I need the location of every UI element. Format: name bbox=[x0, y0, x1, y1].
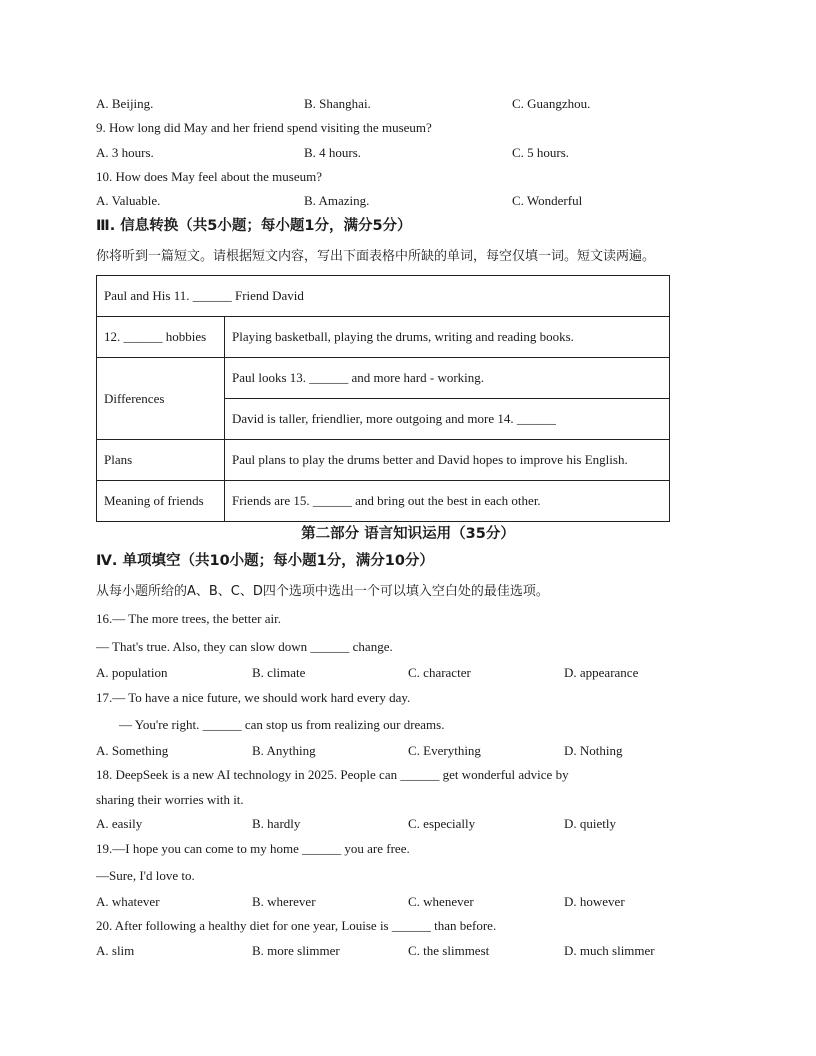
q20-option-d: D. much slimmer bbox=[564, 943, 655, 958]
q8-option-b: B. Shanghai. bbox=[304, 96, 371, 111]
q10-option-a: A. Valuable. bbox=[96, 193, 161, 208]
part2-title: 第二部分 语言知识运用（35分） bbox=[301, 526, 515, 542]
table-row bbox=[97, 276, 670, 317]
q17-line1: 17.— To have a nice future, we should work hard every day. bbox=[96, 690, 411, 705]
q18-option-b: B. hardly bbox=[252, 816, 301, 831]
q18-line1: 18. DeepSeek is a new AI technology in 2025. People can ______ get wonderful advice by bbox=[96, 767, 569, 782]
table-value-cell: Friends are 15. ______ and bring out the best in each other. bbox=[225, 481, 670, 522]
table-label-cell: Meaning of friends bbox=[97, 481, 225, 522]
table-title-cell: Paul and His 11. ______ Friend David bbox=[97, 276, 670, 317]
table-value-cell: David is taller, friendlier, more outgoing and more 14. ______ bbox=[225, 399, 670, 440]
q19-option-b: B. wherever bbox=[252, 894, 316, 909]
q18-option-d: D. quietly bbox=[564, 816, 616, 831]
section4-instruction: 从每小题所给的A、B、C、D四个选项中选出一个可以填入空白处的最佳选项。 bbox=[96, 584, 549, 599]
table-value-cell: Paul plans to play the drums better and David hopes to improve his English. bbox=[225, 440, 670, 481]
q8-option-c: C. Guangzhou. bbox=[512, 96, 591, 111]
info-table bbox=[96, 275, 670, 522]
table-label-cell: Differences bbox=[97, 358, 225, 440]
section3-heading: Ⅲ. 信息转换（共5小题；每小题1分，满分5分） bbox=[96, 218, 412, 234]
q10-option-b: B. Amazing. bbox=[304, 193, 370, 208]
q19-option-c: C. whenever bbox=[408, 894, 474, 909]
q16-option-b: B. climate bbox=[252, 665, 306, 680]
q19-option-a: A. whatever bbox=[96, 894, 160, 909]
table-label-cell: 12. ______ hobbies bbox=[97, 317, 225, 358]
q17-option-c: C. Everything bbox=[408, 743, 481, 758]
q19-line1: 19.—I hope you can come to my home ______ you are free. bbox=[96, 841, 410, 856]
q9-stem: 9. How long did May and her friend spend visiting the museum? bbox=[96, 120, 432, 135]
q16-line1: 16.— The more trees, the better air. bbox=[96, 611, 281, 626]
table-row bbox=[97, 481, 670, 522]
q8-option-a: A. Beijing. bbox=[96, 96, 154, 111]
q9-option-a: A. 3 hours. bbox=[96, 145, 154, 160]
q16-line2: — That's true. Also, they can slow down ______ change. bbox=[96, 639, 393, 654]
q17-option-b: B. Anything bbox=[252, 743, 316, 758]
q18-line2: sharing their worries with it. bbox=[96, 792, 244, 807]
table-row bbox=[97, 440, 670, 481]
q16-option-c: C. character bbox=[408, 665, 471, 680]
table-value-cell: Paul looks 13. ______ and more hard - working. bbox=[225, 358, 670, 399]
q18-option-c: C. especially bbox=[408, 816, 476, 831]
q20-line1: 20. After following a healthy diet for one year, Louise is ______ than before. bbox=[96, 918, 497, 933]
q18-option-a: A. easily bbox=[96, 816, 143, 831]
table-label-cell: Plans bbox=[97, 440, 225, 481]
q9-option-c: C. 5 hours. bbox=[512, 145, 570, 160]
section4-heading: Ⅳ. 单项填空（共10小题；每小题1分，满分10分） bbox=[96, 553, 434, 569]
q17-line2: — You're right. ______ can stop us from realizing our dreams. bbox=[119, 717, 445, 732]
q16-option-d: D. appearance bbox=[564, 665, 639, 680]
table-value-cell: Playing basketball, playing the drums, writing and reading books. bbox=[225, 317, 670, 358]
table-row bbox=[97, 317, 670, 358]
q10-stem: 10. How does May feel about the museum? bbox=[96, 169, 323, 184]
table-row bbox=[97, 358, 670, 399]
q20-option-b: B. more slimmer bbox=[252, 943, 340, 958]
q17-option-d: D. Nothing bbox=[564, 743, 623, 758]
q16-option-a: A. population bbox=[96, 665, 168, 680]
q20-option-a: A. slim bbox=[96, 943, 135, 958]
section3-instruction: 你将听到一篇短文。请根据短文内容，写出下面表格中所缺的单词，每空仅填一词。短文读两遍。 bbox=[96, 249, 656, 264]
q17-option-a: A. Something bbox=[96, 743, 169, 758]
q19-line2: —Sure, I'd love to. bbox=[96, 868, 195, 883]
q19-option-d: D. however bbox=[564, 894, 625, 909]
q10-option-c: C. Wonderful bbox=[512, 193, 583, 208]
q9-option-b: B. 4 hours. bbox=[304, 145, 362, 160]
q20-option-c: C. the slimmest bbox=[408, 943, 490, 958]
